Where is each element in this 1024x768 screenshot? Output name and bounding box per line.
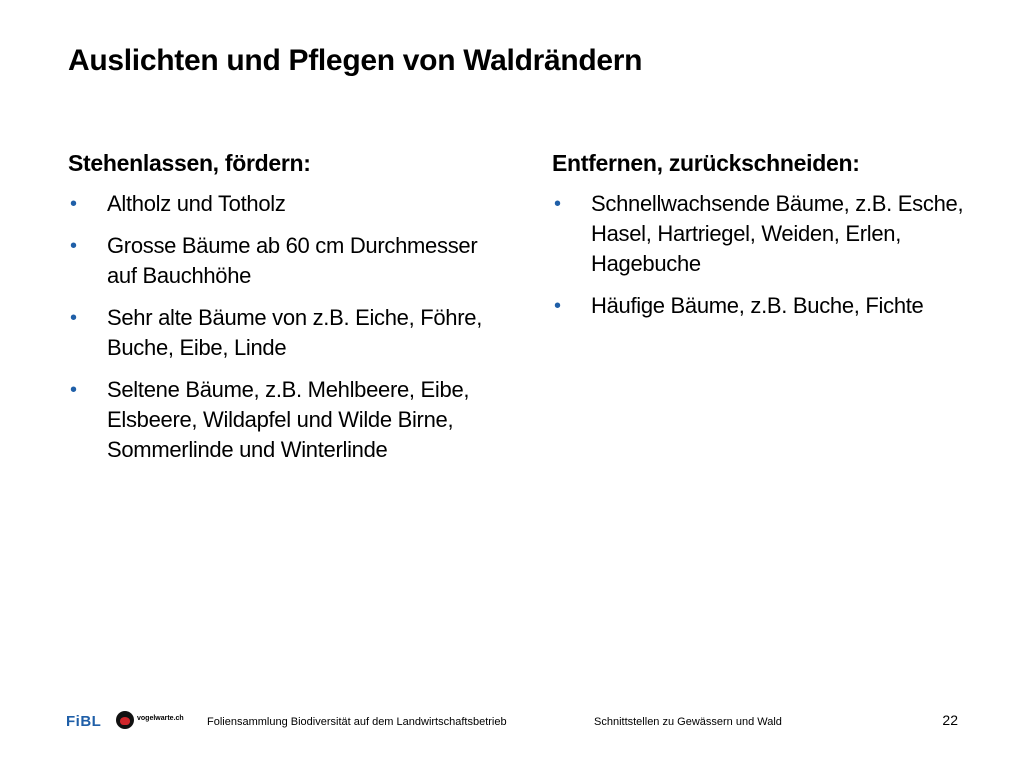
list-item	[552, 189, 992, 279]
slide-title: Auslichten und Pflegen von Waldrändern	[68, 44, 643, 77]
list-item	[68, 375, 488, 465]
bird-logo-circle	[116, 711, 134, 729]
left-bullet-list	[68, 189, 488, 465]
footer-section-title: Schnittstellen zu Gewässern und Wald	[594, 716, 782, 728]
list-item	[552, 291, 992, 321]
left-column	[68, 150, 488, 477]
list-item-text: Altholz und Totholz	[107, 191, 286, 216]
bullet-icon: •	[554, 295, 561, 317]
list-item-text: Schnellwachsende Bäume, z.B. Esche, Hasel, Hartriegel, Weiden, Erlen, Hagebuche	[591, 191, 964, 276]
bullet-icon: •	[70, 307, 77, 329]
bird-logo-text: vogelwarte.ch	[137, 715, 184, 722]
fibl-logo: FiBL	[66, 713, 102, 730]
footer-collection-title: Foliensammlung Biodiversität auf dem Landwirtschaftsbetrieb	[207, 716, 507, 728]
right-column	[552, 150, 992, 333]
page-number: 22	[942, 712, 958, 728]
slide-footer	[0, 700, 1024, 750]
bullet-icon: •	[554, 193, 561, 215]
right-column-heading: Entfernen, zurückschneiden:	[552, 150, 860, 176]
left-column-heading: Stehenlassen, fördern:	[68, 150, 311, 176]
list-item	[68, 303, 488, 363]
list-item	[68, 189, 488, 219]
bullet-icon: •	[70, 193, 77, 215]
bird-logo-icon	[116, 709, 186, 733]
right-bullet-list	[552, 189, 992, 321]
list-item	[68, 231, 488, 291]
list-item-text: Seltene Bäume, z.B. Mehlbeere, Eibe, Elsbeere, Wildapfel und Wilde Birne, Sommerlinde und Winterlinde	[107, 377, 470, 462]
bullet-icon: •	[70, 379, 77, 401]
list-item-text: Grosse Bäume ab 60 cm Durchmesser auf Bauchhöhe	[107, 233, 478, 288]
bullet-icon: •	[70, 235, 77, 257]
list-item-text: Sehr alte Bäume von z.B. Eiche, Föhre, Buche, Eibe, Linde	[107, 305, 483, 360]
list-item-text: Häufige Bäume, z.B. Buche, Fichte	[591, 293, 924, 318]
bird-logo-wing	[120, 717, 130, 725]
